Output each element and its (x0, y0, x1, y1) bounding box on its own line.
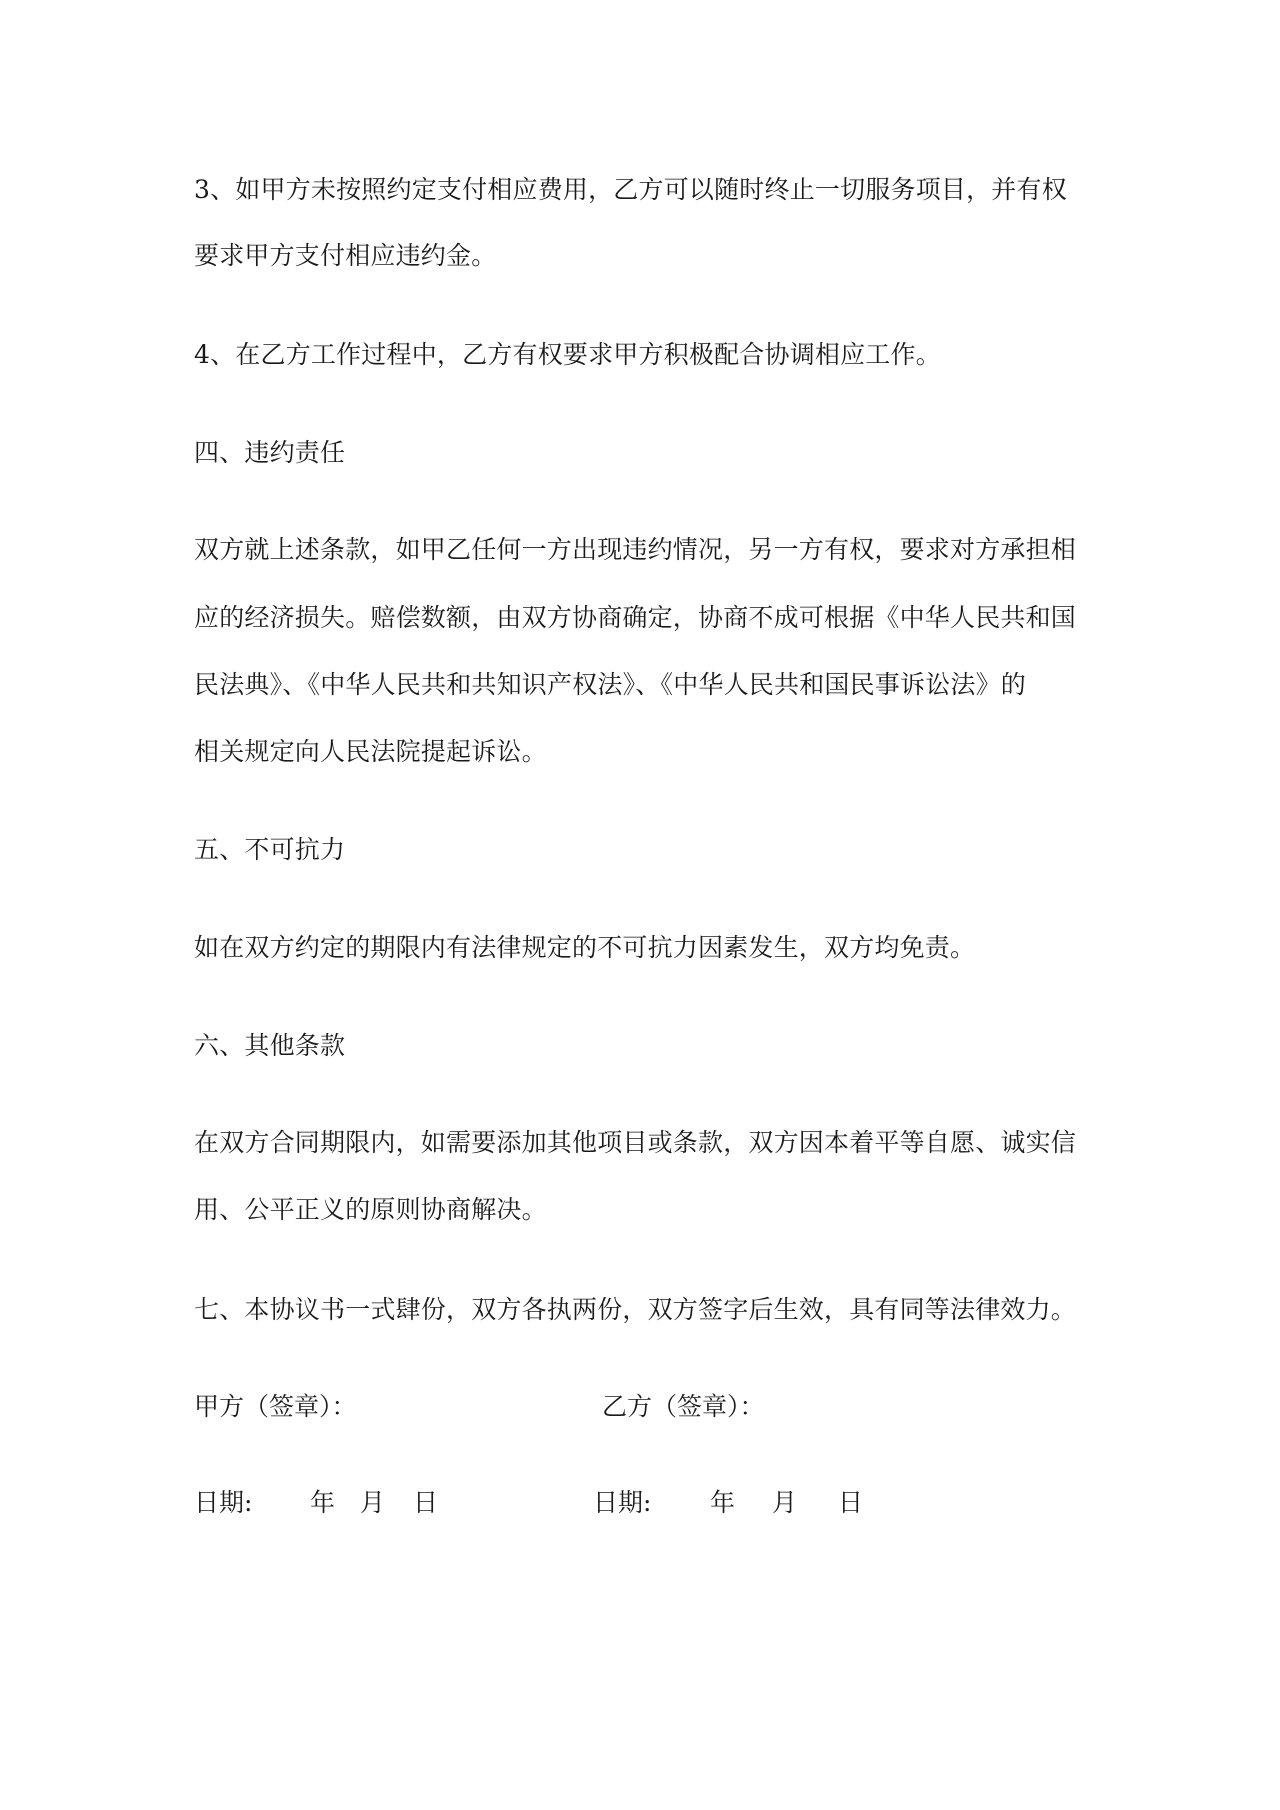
section-4-line-3: 民法典》、《中华人民共和共知识产权法》、《中华人民共和国民事诉讼法》的 (194, 670, 1027, 699)
party-a-signature-label: 甲方（签章）： (194, 1392, 357, 1421)
party-b-signature-label: 乙方（签章）： (602, 1392, 765, 1421)
section-6-line-2: 用、公平正义的原则协商解决。 (194, 1195, 547, 1224)
section-4-line-4: 相关规定向人民法院提起诉讼。 (194, 737, 547, 766)
clause-3-line-1: 3、如甲方未按照约定支付相应费用，乙方可以随时终止一切服务项目，并有权 (194, 175, 1067, 204)
clause-3-line-2: 要求甲方支付相应违约金。 (194, 241, 497, 270)
section-4-title: 四、违约责任 (194, 438, 346, 467)
clause-4: 4、在乙方工作过程中，乙方有权要求甲方积极配合协调相应工作。 (194, 340, 941, 369)
section-5-body: 如在双方约定的期限内有法律规定的不可抗力因素发生，双方均免责。 (194, 933, 976, 962)
party-a-date-label: 日期: (194, 1488, 253, 1517)
party-b-date-year: 年 (710, 1488, 736, 1517)
party-b-date-label: 日期: (593, 1488, 652, 1517)
section-6-line-1: 在双方合同期限内，如需要添加其他项目或条款，双方因本着平等自愿、诚实信 (194, 1128, 1077, 1157)
party-a-date-year: 年 (310, 1488, 336, 1517)
section-4-line-1: 双方就上述条款，如甲乙任何一方出现违约情况，另一方有权，要求对方承担相 (194, 535, 1077, 564)
party-b-date-day: 日 (838, 1488, 864, 1517)
party-b-date-month: 月 (772, 1488, 798, 1517)
party-a-date-day: 日 (413, 1488, 439, 1517)
section-4-line-2: 应的经济损失。赔偿数额，由双方协商确定，协商不成可根据《中华人民共和国 (194, 603, 1077, 632)
section-7: 七、本协议书一式肆份，双方各执两份，双方签字后生效，具有同等法律效力。 (194, 1295, 1077, 1324)
party-a-date-month: 月 (360, 1488, 386, 1517)
section-5-title: 五、不可抗力 (194, 835, 346, 864)
section-6-title: 六、其他条款 (194, 1031, 346, 1060)
